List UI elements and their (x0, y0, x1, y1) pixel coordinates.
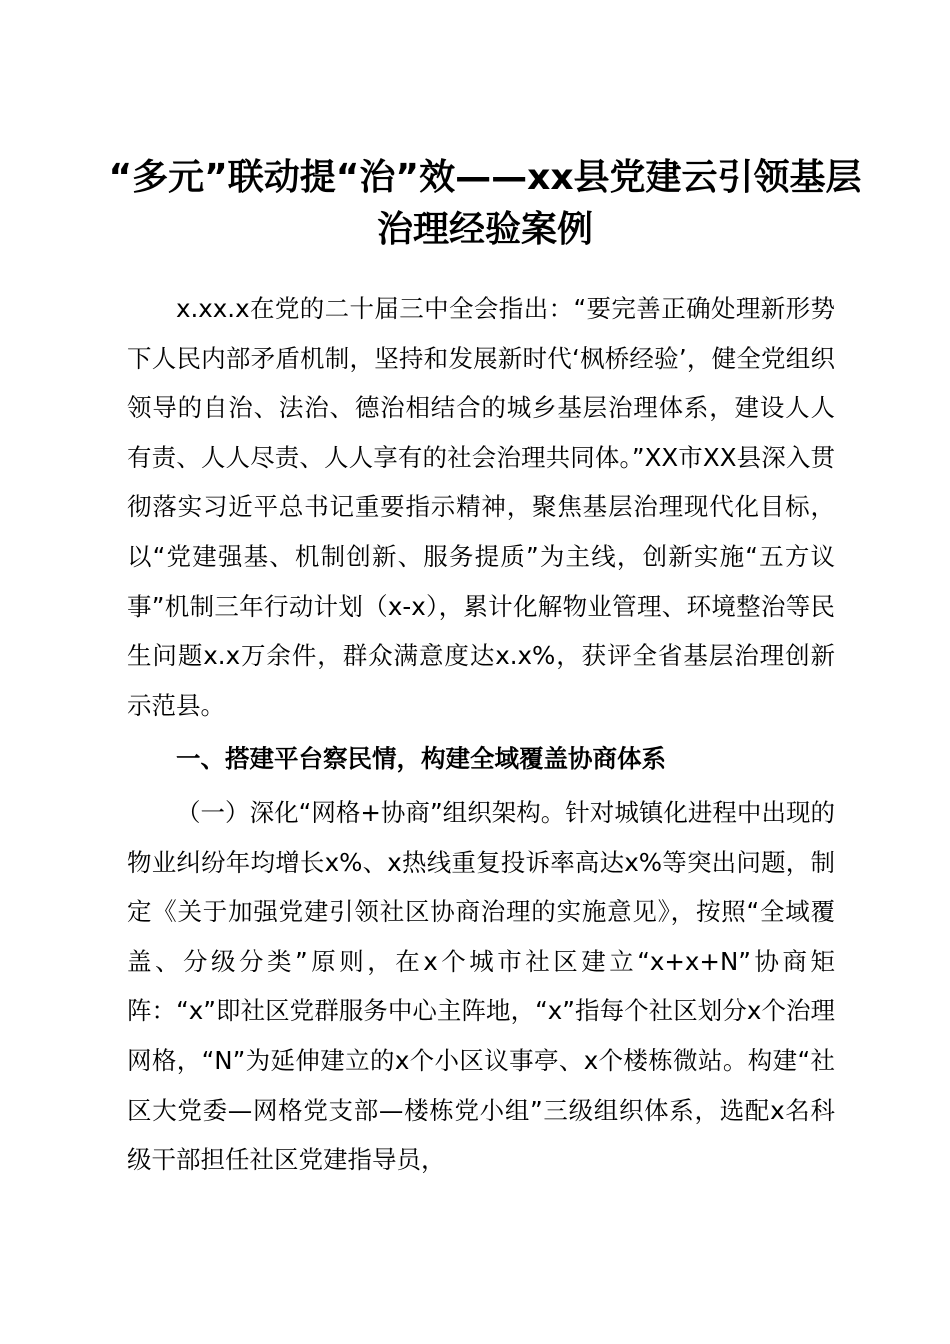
intro-paragraph: x.xx.x在党的二十届三中全会指出：“要完善正确处理新形势下人民内部矛盾机制，坚持和发展新时代‘枫桥经验’，健全党组织领导的自治、法治、德治相结合的城乡基层治理体系，建设人人有责、人人尽责、人人享有的社会治理共同体。”XX市XX县深入贯彻落实习近平总书记重要指示精神，聚焦基层治理现代化目标，以“党建强基、机制创新、服务提质”为主线，创新实施“五方议事”机制三年行动计划（x-x），累计化解物业管理、环境整治等民生问题x.x万余件，群众满意度达x.x%，获评全省基层治理创新示范县。 (127, 294, 835, 720)
section-heading: 一、搭建平台察民情，构建全域覆盖协商体系 (176, 744, 666, 774)
document-title: “多元”联动提“治”效——xx县党建云引领基层治理经验案例 (108, 157, 862, 250)
section-paragraph: （一）深化“网格+协商”组织架构。针对城镇化进程中出现的物业纠纷年均增长x%、x热线重复投诉率高达x%等突出问题，制定《关于加强党建引领社区协商治理的实施意见》，按照“全域覆盖、分级分类”原则，在x个城市社区建立“x+x+N”协商矩阵：“x”即社区党群服务中心主阵地，“x”指每个社区划分x个治理网格，“N”为延伸建立的x个小区议事亭、x个楼栋微站。构建“社区大党委—网格党支部—楼栋党小组”三级组织体系，选配x名科级干部担任社区党建指导员， (127, 797, 835, 1175)
document-body (127, 284, 835, 1185)
